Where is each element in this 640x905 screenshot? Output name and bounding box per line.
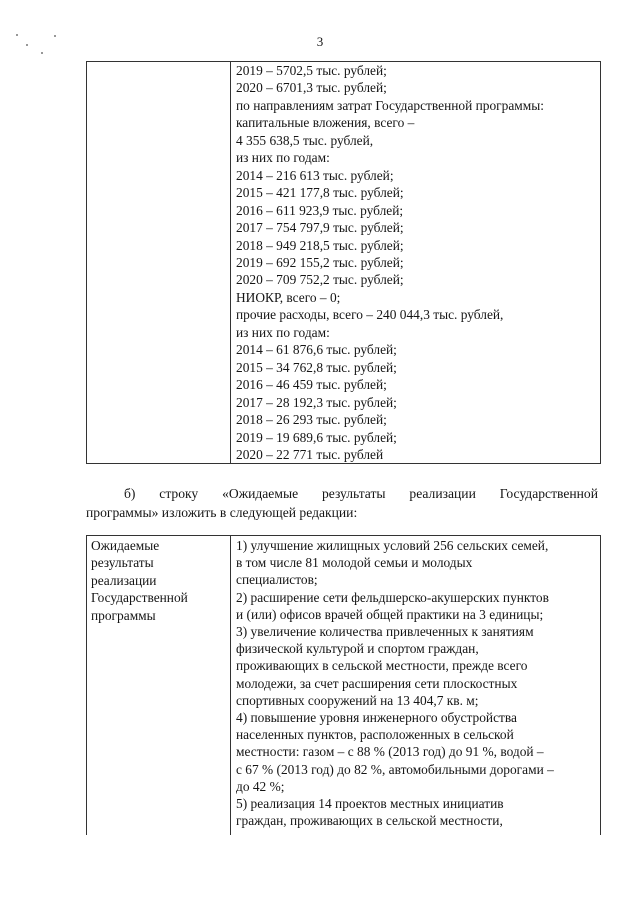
expected-results-label-cell bbox=[87, 536, 231, 836]
funding-table-continuation bbox=[86, 61, 601, 464]
funding-line: 2017 – 754 797,9 тыс. рублей; bbox=[236, 220, 404, 236]
funding-details-cell bbox=[231, 62, 601, 464]
funding-line: 2015 – 421 177,8 тыс. рублей; bbox=[236, 185, 404, 201]
funding-line: 2016 – 611 923,9 тыс. рублей; bbox=[236, 202, 404, 218]
label-line: результаты bbox=[91, 555, 154, 571]
funding-line: 2017 – 28 192,3 тыс. рублей; bbox=[236, 394, 397, 410]
paragraph-line bbox=[86, 484, 598, 503]
result-line: физической культурой и спортом граждан, bbox=[236, 641, 479, 657]
funding-line: 2019 – 5702,5 тыс. рублей; bbox=[236, 63, 387, 78]
paragraph-text: б) строку «Ожидаемые результаты реализации Государственной bbox=[124, 486, 598, 501]
expected-results-table bbox=[86, 535, 601, 835]
result-line: проживающих в сельской местности, прежде всего bbox=[236, 658, 528, 674]
amendment-paragraph bbox=[86, 484, 598, 522]
funding-line: 2016 – 46 459 тыс. рублей; bbox=[236, 377, 387, 393]
funding-line: из них по годам: bbox=[236, 150, 330, 166]
funding-line: 2019 – 19 689,6 тыс. рублей; bbox=[236, 429, 397, 445]
funding-line: 2019 – 692 155,2 тыс. рублей; bbox=[236, 254, 404, 270]
result-line: граждан, проживающих в сельской местности, bbox=[236, 813, 503, 829]
result-line: молодежи, за счет расширения сети плоскостных bbox=[236, 675, 518, 691]
funding-line: 2014 – 216 613 тыс. рублей; bbox=[236, 167, 394, 183]
result-line: 1) улучшение жилищных условий 256 сельских семей, bbox=[236, 538, 549, 553]
label-line: Государственной bbox=[91, 590, 188, 606]
funding-line: 2020 – 6701,3 тыс. рублей; bbox=[236, 80, 387, 96]
funding-line: НИОКР, всего – 0; bbox=[236, 289, 341, 305]
funding-line: 4 355 638,5 тыс. рублей, bbox=[236, 132, 374, 148]
result-line: спортивных сооружений на 13 404,7 кв. м; bbox=[236, 692, 479, 708]
result-line: 3) увеличение количества привлеченных к занятиям bbox=[236, 624, 534, 640]
label-line: программы bbox=[91, 607, 156, 623]
paragraph-line: программы» изложить в следующей редакции: bbox=[86, 505, 358, 520]
result-line: 5) реализация 14 проектов местных инициатив bbox=[236, 796, 504, 812]
label-line: реализации bbox=[91, 572, 157, 588]
funding-line: 2020 – 22 771 тыс. рублей bbox=[236, 446, 384, 462]
result-line: с 67 % (2013 год) до 82 %, автомобильными дорогами – bbox=[236, 761, 554, 777]
result-line: специалистов; bbox=[236, 572, 318, 588]
table-row bbox=[87, 536, 601, 836]
funding-line: 2020 – 709 752,2 тыс. рублей; bbox=[236, 272, 404, 288]
label-line: Ожидаемые bbox=[91, 538, 160, 553]
scan-speck bbox=[41, 52, 43, 54]
funding-line: прочие расходы, всего – 240 044,3 тыс. рублей, bbox=[236, 307, 504, 323]
result-line: местности: газом – с 88 % (2013 год) до 91 %, водой – bbox=[236, 744, 544, 760]
result-line: и (или) офисов врачей общей практики на 3 единицы; bbox=[236, 606, 544, 622]
result-line: в том числе 81 молодой семьи и молодых bbox=[236, 555, 473, 571]
funding-line: 2018 – 26 293 тыс. рублей; bbox=[236, 412, 387, 428]
funding-line: по направлениям затрат Государственной программы: bbox=[236, 97, 544, 113]
result-line: населенных пунктов, расположенных в сельской bbox=[236, 727, 514, 743]
funding-line: 2014 – 61 876,6 тыс. рублей; bbox=[236, 342, 397, 358]
funding-line: капитальные вложения, всего – bbox=[236, 115, 415, 131]
result-line: 4) повышение уровня инженерного обустройства bbox=[236, 710, 517, 726]
page-number: 3 bbox=[316, 34, 324, 49]
result-line: до 42 %; bbox=[236, 778, 285, 794]
table-label-cell bbox=[87, 62, 231, 464]
funding-line: 2015 – 34 762,8 тыс. рублей; bbox=[236, 359, 397, 375]
result-line: 2) расширение сети фельдшерско-акушерских пунктов bbox=[236, 589, 549, 605]
expected-results-content-cell bbox=[231, 536, 601, 836]
table-row bbox=[87, 62, 601, 464]
funding-line: 2018 – 949 218,5 тыс. рублей; bbox=[236, 237, 404, 253]
funding-line: из них по годам: bbox=[236, 324, 330, 340]
